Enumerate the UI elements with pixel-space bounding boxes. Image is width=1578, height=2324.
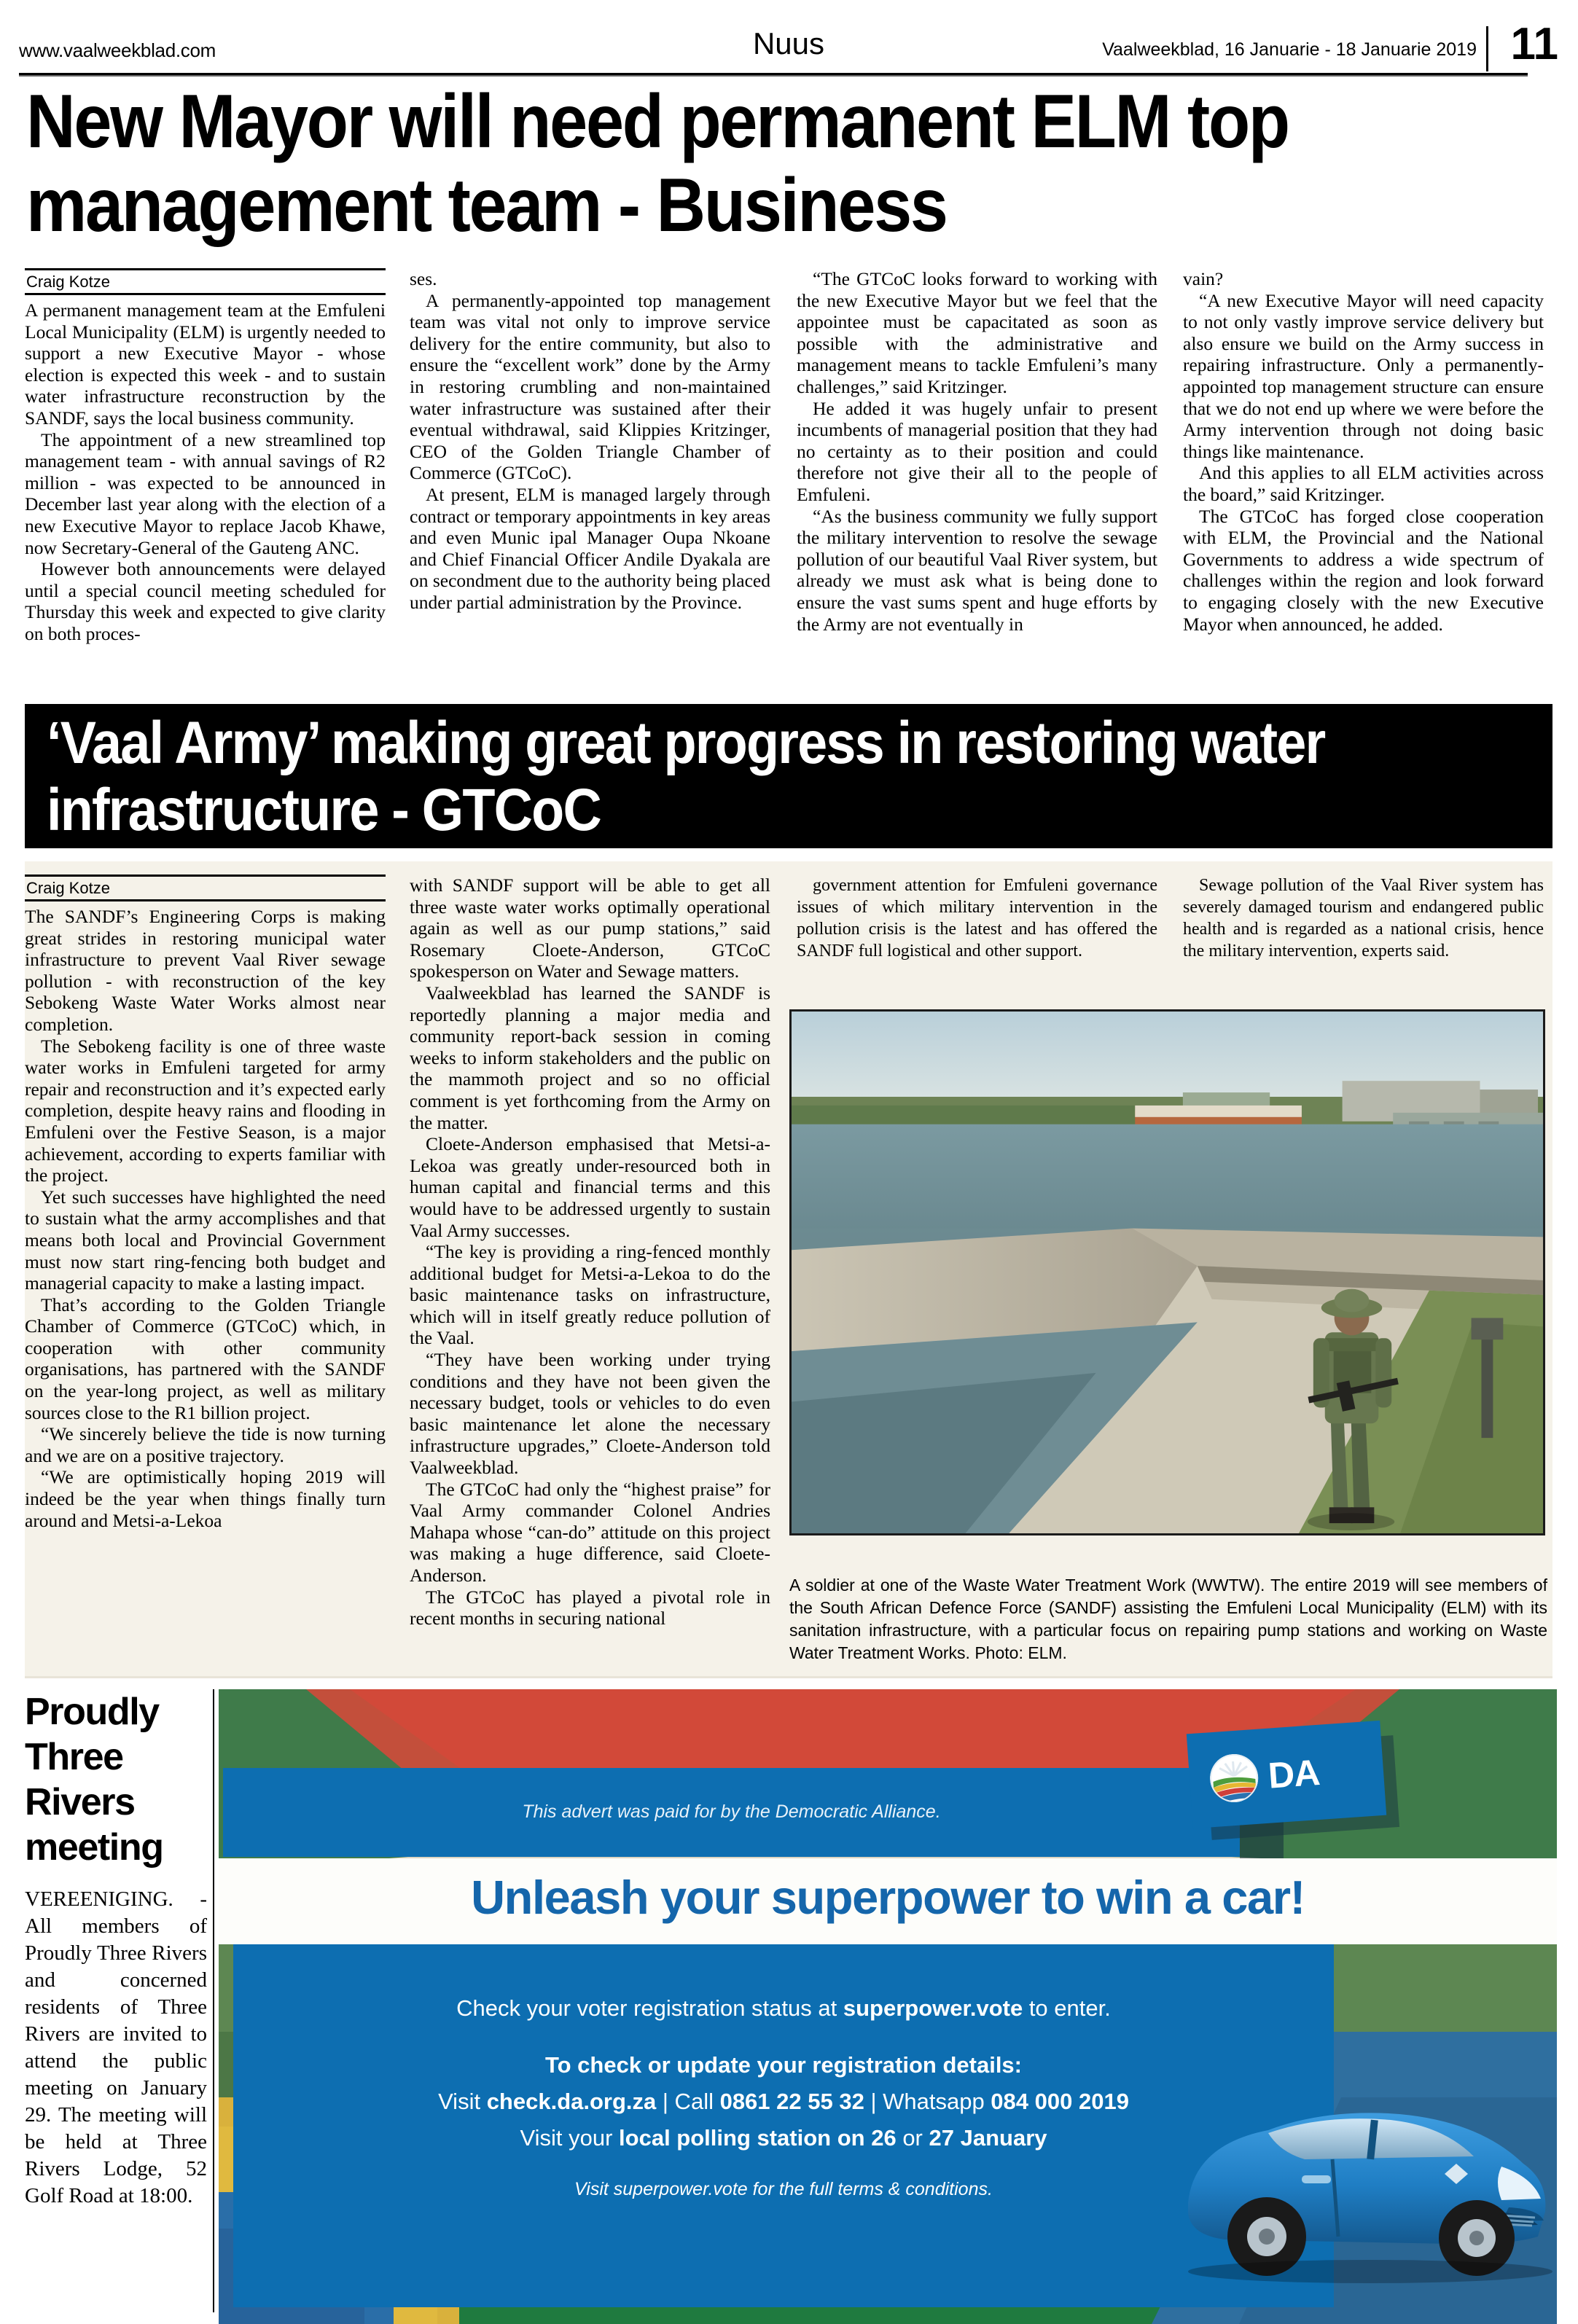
- paragraph: The GTCoC had only the “highest praise” for Vaal Army commander Colonel Andries Mahapa whose “can-do” attitude on this project was making a huge difference, said Cloete-Anderson.: [410, 1478, 770, 1586]
- paragraph: He added it was hugely unfair to present incumbents of managerial position that they had no certainty as to their position and could therefore not give their all to the people of Emfuleni.: [797, 397, 1157, 505]
- ad-terms-line: Visit superpower.vote for the full terms & conditions.: [574, 2179, 993, 2199]
- paragraph: Sewage pollution of the Vaal River system has severely damaged tourism and endangered public health and is regarded as a national crisis, hence the military intervention, experts said.: [1183, 876, 1544, 960]
- article2-headline: ‘Vaal Army’ making great progress in restoring water infrastructure - GTCoC: [47, 710, 1325, 843]
- paragraph: That’s according to the Golden Triangle Chamber of Commerce (GTCoC) which, in cooperation with other community organisations, has partnered with the SANDF on the year-long project, as well as military sources close to the R1 billion project.: [25, 1294, 386, 1423]
- whatsapp-number[interactable]: 084 000 2019: [991, 2089, 1129, 2114]
- da-logo-text: DA: [1267, 1751, 1321, 1796]
- article1-column-2: [410, 268, 770, 614]
- visit-label: Visit: [438, 2089, 487, 2114]
- ad-registration-heading: To check or update your registration details:: [545, 2052, 1022, 2078]
- paragraph: vain?: [1183, 268, 1224, 289]
- article1-column-4: [1183, 268, 1544, 635]
- section-title: Nuus: [752, 26, 825, 60]
- paragraph: The appointment of a new streamlined top management team - with annual savings of R2 million - was expected to be announced in December last year along with the election of a new Executive Mayor to replace Jacob Khawe, now Secretary-General of the Gauteng ANC.: [25, 429, 386, 558]
- side-notice-divider: [213, 1689, 214, 2312]
- prize-car-image: [1159, 2021, 1557, 2283]
- whatsapp-label: | Whatsapp: [864, 2089, 991, 2114]
- paragraph: with SANDF support will be able to get all three waste water works optimally operational again as well as our pump stations,” said Rosemary Cloete-Anderson, GTCoC spokesperson on Water and Sewage matters.: [410, 875, 770, 982]
- check-site-link[interactable]: check.da.org.za: [486, 2089, 657, 2114]
- paragraph: “As the business community we fully support the military intervention to resolve the sewage pollution of our beautiful Vaal River system, but already we must ask what is being done to ensure the vast sums spent and huge efforts by the Army are not eventually in: [797, 505, 1157, 635]
- paragraph: Vaalweekblad has learned the SANDF is reportedly planning a major media and community report-back session in coming weeks to inform stakeholders and the public on the mammoth project and so no official comment is yet forthcoming from the Army on the matter.: [410, 982, 770, 1133]
- paragraph: The SANDF’s Engineering Corps is making great strides in restoring municipal water infrastructure to prevent Vaal River sewage pollution - with reconstruction of the key Sebokeng Waste Water Works almost near completion.: [25, 906, 386, 1035]
- paragraph: government attention for Emfuleni governance issues of which military intervention in the pollution crisis is the latest and has offered the SANDF full logistical and other support.: [797, 876, 1157, 960]
- paragraph: “They have been working under trying conditions and they have not been given the necessary budget, tools or vehicles to do even basic maintenance let alone the necessary infrastructure upgrades,” Cloete-Anderson told Vaalweekblad.: [410, 1349, 770, 1479]
- paragraph: The GTCoC has played a pivotal role in recent months in securing national: [410, 1586, 770, 1629]
- article2-col3-body: [797, 875, 1157, 962]
- paragraph: Cloete-Anderson emphasised that Metsi-a-Lekoa was greatly under-resourced both in human capital and financial terms and this would have to be addressed urgently to sustain Vaal Army successes.: [410, 1133, 770, 1241]
- da-advertisement[interactable]: [219, 1689, 1557, 2324]
- paid-for-text: This advert was paid for by the Democratic Alliance.: [522, 1801, 941, 1822]
- article1: [25, 268, 1552, 691]
- photo-illustration: [792, 1012, 1543, 1533]
- website-url[interactable]: www.vaalweekblad.com: [19, 39, 216, 61]
- paragraph: “We are optimistically hoping 2019 will indeed be the year when things finally turn around and Metsi-a-Lekoa: [25, 1466, 386, 1531]
- issue-dateline: Vaalweekblad, 16 Januarie - 18 Januarie 2019: [1102, 39, 1477, 60]
- paragraph: At present, ELM is managed largely through contract or temporary appointments in key areas and even Munic ipal Manager Oupa Nkoane and Chief Financial Officer Andile Dyakala are on secondment due to the authority being placed under partial administration by the Province.: [410, 483, 770, 613]
- ad-slogan: Unleash your superpower to win a car!: [471, 1871, 1305, 1924]
- polling-station-date2: 27 January: [929, 2125, 1047, 2151]
- paragraph: “The key is providing a ring-fenced monthly additional budget for Metsi-a-Lekoa to do the basic maintenance tasks on infrastructure, which will in itself greatly reduce pollution of the Vaal.: [410, 1241, 770, 1349]
- paragraph: A permanently-appointed top management team was vital not only to improve service delivery for the entire community, but also to ensure the “excellent work” done by the Army in restoring crumbling and non-maintained water infrastructure was sustained after their eventual withdrawal, said Klippies Kritzinger, CEO of the Golden Triangle Chamber of Commerce (GTCoC).: [410, 289, 770, 484]
- paragraph: “The GTCoC looks forward to working with the new Executive Mayor but we feel that the appointee must be capacitated as soon as possible with the administrative and management means to tackle Emfuleni’s many challenges,” said Kritzinger.: [797, 268, 1157, 397]
- ad-check-status-line: [233, 1995, 1334, 2022]
- article1-col4-body: [1183, 268, 1544, 635]
- article1-headline: New Mayor will need permanent ELM top management team - Business: [26, 79, 1289, 248]
- da-sunrise-logo-icon: [1208, 1753, 1259, 1804]
- article2-photo: [789, 1009, 1545, 1535]
- polling-prefix: Visit your: [520, 2125, 620, 2151]
- paragraph: ses.: [410, 268, 437, 289]
- article1-column-3: [797, 268, 1157, 635]
- article2-column-2: [410, 875, 770, 1629]
- superpower-vote-link[interactable]: superpower.vote: [843, 1995, 1023, 2021]
- polling-or: or: [896, 2125, 929, 2151]
- side-notice-body: VEREENIGING. - All members of Proudly Three Rivers and concerned residents of Three Rivers are invited to attend the public meeting on January 29. The meeting will be held at Three Rivers Lodge, 52 Golf Road at 18:00.: [25, 1887, 207, 2207]
- byline-rule-bottom: [25, 899, 386, 901]
- article1-col3-body: [797, 268, 1157, 635]
- check-prefix: Check your voter registration status at: [456, 1995, 843, 2021]
- article2-photo-caption: A soldier at one of the Waste Water Treatment Work (WWTW). The entire 2019 will see members of the South African Defence Force (SANDF) assisting the Emfuleni Local Municipality (ELM) with its sanitation infrastructure, with a particular focus on repairing pump stations and working on Waste Water Treatment Works. Photo: ELM.: [789, 1576, 1547, 1662]
- article2-col1-body: [25, 906, 386, 1531]
- article1-col1-body: [25, 300, 386, 645]
- article2-col2-body: [410, 875, 770, 1629]
- masthead: [19, 20, 1558, 73]
- polling-station-date1: local polling station on 26: [619, 2125, 897, 2151]
- article2-column-4: [1183, 875, 1544, 962]
- article1-byline: Craig Kotze: [26, 273, 110, 291]
- byline-block: [25, 875, 386, 901]
- paragraph: “A new Executive Mayor will need capacity to not only vastly improve service delivery but also ensure we build on the Army success in repairing infrastructure. Only a permanently-appointed top management structure can ensure that we do not end up where we were before the Army intervention through not doing basic things like maintenance.: [1183, 289, 1544, 462]
- paragraph: “We sincerely believe the tide is now turning and we are on a positive trajectory.: [25, 1423, 386, 1466]
- article2-headline-banner: [25, 704, 1552, 848]
- article2-byline: Craig Kotze: [26, 879, 110, 897]
- article2-column-1: [25, 875, 386, 1531]
- paragraph: The Sebokeng facility is one of three waste water works in Emfuleni targeted for army repair and reconstruction and it’s expected early completion, despite heavy rains and flooding in Emfuleni over the Festive Season, is a major achievement, according to experts familiar with the project.: [25, 1035, 386, 1186]
- check-suffix: to enter.: [1023, 1995, 1111, 2021]
- byline-block: [25, 268, 386, 295]
- article1-col2-body: [410, 268, 770, 614]
- paragraph: Yet such successes have highlighted the need to sustain what the army accomplishes and that means both local and Provincial Government must now start ring-fencing both budget and managerial capacity to make a lasting impact.: [25, 1186, 386, 1294]
- da-logo-card: [1187, 1721, 1386, 1828]
- phone-number[interactable]: 0861 22 55 32: [719, 2089, 864, 2114]
- paragraph: A permanent management team at the Emfuleni Local Municipality (ELM) is urgently needed to support a new Executive Mayor - whose election is expected this week - and to sustain water infrastructure reconstruction by the SANDF, says the local business community.: [25, 300, 386, 429]
- paragraph: However both announcements were delayed until a special council meeting scheduled for Thursday this week and expected to give clarity on both proces-: [25, 558, 386, 644]
- call-label: | Call: [656, 2089, 720, 2114]
- bottom-separator: [25, 1676, 1552, 1678]
- masthead-divider: [1486, 26, 1488, 71]
- article2-column-3: [797, 875, 1157, 962]
- paragraph: And this applies to all ELM activities across the board,” said Kritzinger.: [1183, 462, 1544, 505]
- side-notice: [25, 1689, 207, 2210]
- paragraph: The GTCoC has forged close cooperation with ELM, the Provincial and the National Governments to address a wide spectrum of challenges within the region and look forward to engaging closely with the new Executive Mayor when announced, he added.: [1183, 505, 1544, 635]
- byline-rule-bottom: [25, 293, 386, 295]
- side-notice-title: Proudly Three Rivers meeting: [25, 1691, 163, 1869]
- paid-for-band: [223, 1768, 1240, 1857]
- article1-column-1: [25, 268, 386, 645]
- masthead-rule: [19, 73, 1528, 77]
- article2-col4-body: [1183, 875, 1544, 962]
- page-number: 11: [1510, 19, 1558, 69]
